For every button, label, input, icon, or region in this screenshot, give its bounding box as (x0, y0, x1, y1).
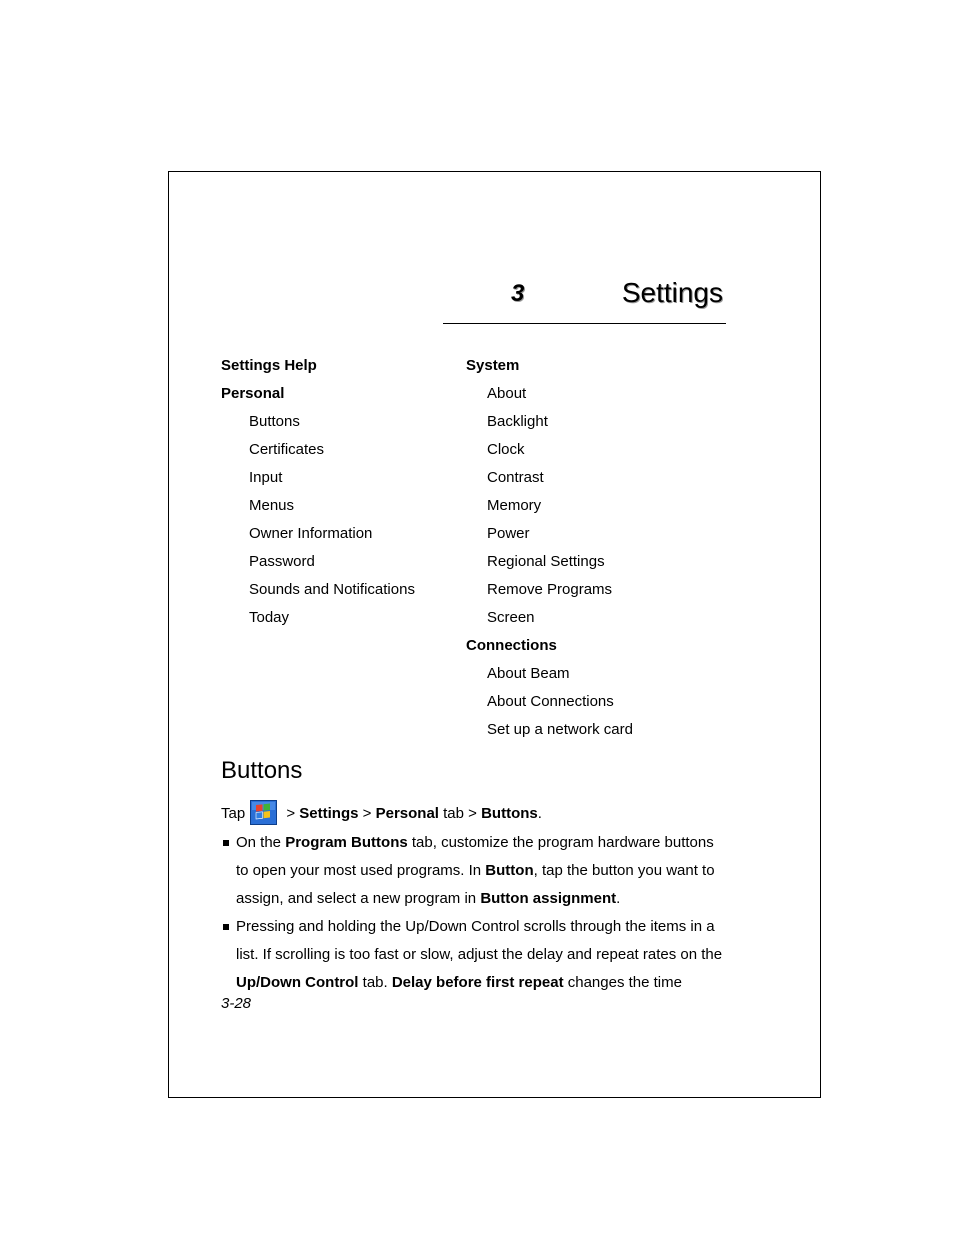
text-run: Delay before first repeat (391, 974, 564, 991)
bullet-square-icon (223, 840, 229, 846)
toc-right-column (466, 352, 633, 744)
text-run: Buttons (481, 805, 538, 822)
text-run: On the (236, 834, 286, 851)
toc-left-item-5: Menus (249, 497, 295, 514)
tap-instruction (221, 800, 726, 828)
toc-right-item-2: Backlight (487, 413, 548, 430)
text-run: Personal (375, 805, 439, 822)
toc-right-item-4: Contrast (487, 469, 544, 486)
text-run: Pressing and holding the Up/Down Control scrolls through the items in a list. If scrolling is too fast or slow, adjust the delay and repeat rates on the (236, 918, 723, 963)
toc-left-item-7: Password (249, 553, 315, 570)
tap-prefix: Tap (221, 805, 246, 822)
bullet-list (221, 829, 726, 997)
text-run: > (358, 805, 376, 822)
text-run: > (282, 805, 300, 822)
windows-start-icon (250, 800, 277, 825)
toc-right-item-10: Connections (466, 637, 557, 654)
toc-right-item-8: Remove Programs (487, 581, 613, 598)
toc-left-item-8: Sounds and Notifications (249, 581, 415, 598)
tap-path (282, 805, 542, 822)
text-run: Button assignment (480, 890, 617, 907)
text-run: . (616, 890, 621, 907)
chapter-title: Settings (621, 277, 723, 308)
bullet-item (221, 913, 726, 997)
section-heading: Buttons (221, 757, 303, 784)
text-run: Program Buttons (285, 834, 408, 851)
text-run: , tap the button you want to assign, and select a new program in (236, 862, 715, 907)
toc-right-item-13: Set up a network card (487, 721, 633, 738)
chapter-number: 3 (511, 280, 525, 307)
bullet-item (221, 829, 726, 913)
text-run: tab > (438, 805, 482, 822)
toc-left-item-9: Today (249, 609, 290, 626)
toc-left-item-3: Certificates (249, 441, 325, 458)
bullet-square-icon (223, 924, 229, 930)
toc-left-item-4: Input (249, 469, 283, 486)
page-number: 3-28 (221, 995, 252, 1012)
toc-left-item-6: Owner Information (249, 525, 373, 542)
text-run: tab, customize the program hardware buttons to open your most used programs. In (236, 834, 714, 879)
toc-right-item-7: Regional Settings (487, 553, 605, 570)
toc-right-item-1: About (487, 385, 527, 402)
text-run: changes the time (563, 974, 682, 991)
text-run: . (537, 805, 542, 822)
toc-left-item-2: Buttons (249, 413, 300, 430)
toc-right-item-0: System (466, 357, 520, 374)
toc-right-item-9: Screen (487, 609, 535, 626)
text-run: Settings (299, 805, 359, 822)
toc-right-item-11: About Beam (487, 665, 570, 682)
text-run: Up/Down Control (236, 974, 359, 991)
text-run: tab. (358, 974, 392, 991)
toc-right-item-5: Memory (487, 497, 542, 514)
title-divider (443, 323, 726, 324)
toc-right-item-12: About Connections (487, 693, 614, 710)
toc-left-item-1: Personal (221, 385, 285, 402)
toc-right-item-3: Clock (487, 441, 525, 458)
text-run: Button (485, 862, 534, 879)
toc-left-column (221, 352, 415, 632)
toc-left-item-0: Settings Help (221, 357, 317, 374)
toc-right-item-6: Power (487, 525, 530, 542)
